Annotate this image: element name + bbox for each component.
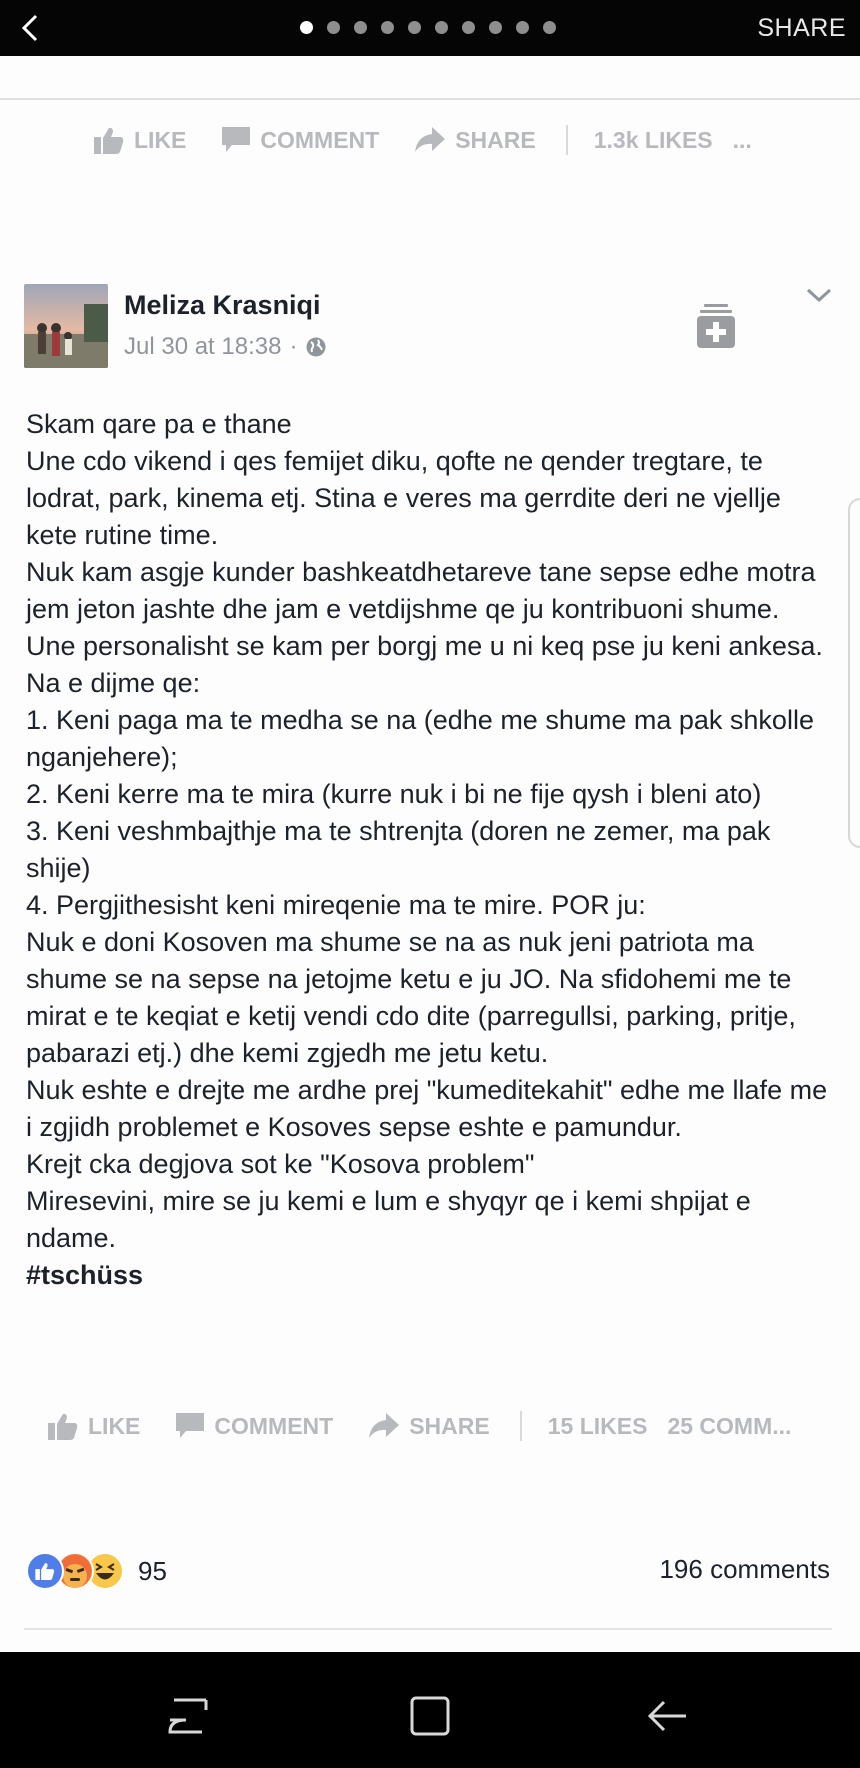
top-bar — [0, 0, 860, 56]
divider — [0, 98, 860, 100]
recent-apps-icon — [166, 1696, 210, 1736]
save-button[interactable] — [695, 302, 737, 350]
post-line: Krejt cka degjova sot ke "Kosova problem" — [26, 1149, 535, 1179]
previous-post-action-bar — [0, 120, 860, 160]
chevron-down-icon — [804, 284, 834, 308]
page-dot[interactable] — [381, 21, 394, 34]
home-icon — [408, 1694, 452, 1738]
share-label: SHARE — [455, 126, 536, 153]
post-action-bar — [0, 1406, 860, 1446]
post-line: Nuk eshte e drejte me ardhe prej "kumeditekahit" edhe me llafe me i zgjidh problemet e Kosoves sepse eshte e pamundur. — [26, 1075, 828, 1142]
comment-icon — [222, 127, 250, 153]
recent-apps-button[interactable] — [160, 1688, 216, 1744]
page-dot[interactable] — [435, 21, 448, 34]
avatar-photo — [24, 284, 108, 368]
post-line: Skam qare pa e thane — [26, 409, 292, 439]
nav-back-button[interactable] — [640, 1688, 696, 1744]
hashtag-link[interactable]: #tschüss — [26, 1260, 144, 1290]
like-button[interactable] — [48, 1412, 140, 1440]
comments-count[interactable]: 196 comments — [659, 1554, 830, 1584]
like-label: LIKE — [88, 1412, 141, 1439]
save-icon — [695, 302, 737, 350]
like-button[interactable] — [94, 126, 186, 154]
post-line: Une cdo vikend i qes femijet diku, qofte ne qender tregtare, te lodrat, park, kinema etj. Stina e veres ma gerrdite deri ne vjellje kete rutine time. — [26, 446, 781, 550]
page-dot[interactable] — [354, 21, 367, 34]
home-button[interactable] — [402, 1688, 458, 1744]
page-dot[interactable] — [300, 21, 313, 34]
edge-panel-handle[interactable] — [848, 498, 860, 848]
share-icon — [369, 1413, 399, 1439]
likes-count-label: 1.3k LIKES — [593, 126, 713, 153]
post-text — [26, 406, 836, 1294]
post-meta — [124, 333, 327, 361]
likes-count[interactable] — [548, 1413, 648, 1440]
page-dot[interactable] — [543, 21, 556, 34]
likes-count-label: 15 LIKES — [547, 1412, 648, 1439]
more-label: ... — [732, 126, 752, 153]
post-date[interactable]: Jul 30 at 18:38 — [124, 333, 282, 360]
post-line: Nuk kam asgje kunder bashkeatdhetareve tane sepse edhe motra jem jeton jashte dhe jam e vetdijshme qe ju kontribuoni shume. Une personalisht se kam per borgj me u ni keq pse ju keni ankesa. — [26, 557, 823, 661]
like-icon — [48, 1412, 78, 1440]
back-nav-icon — [646, 1696, 690, 1736]
reaction-count: 95 — [138, 1555, 167, 1586]
page-dot[interactable] — [489, 21, 502, 34]
author-name[interactable]: Meliza Krasniqi — [124, 290, 321, 320]
reactions-summary[interactable] — [26, 1552, 167, 1590]
back-button[interactable] — [8, 6, 52, 50]
share-button[interactable]: SHARE — [757, 14, 846, 42]
likes-count[interactable] — [594, 127, 713, 154]
share-action-button[interactable] — [415, 127, 536, 154]
comments-count-short[interactable] — [667, 1413, 791, 1440]
more-button[interactable] — [733, 127, 752, 154]
meta-dot: · — [289, 333, 298, 360]
avatar[interactable] — [24, 284, 108, 368]
separator — [520, 1411, 522, 1441]
like-reaction-icon — [26, 1552, 64, 1590]
post-line: 4. Pergjithesisht keni mireqenie ma te mire. POR ju: — [26, 890, 646, 920]
share-action-button[interactable] — [369, 1413, 490, 1440]
page-dot[interactable] — [516, 21, 529, 34]
post-line: Miresevini, mire se ju kemi e lum e shyqyr qe i kemi shpijat e ndame. — [26, 1186, 751, 1253]
comment-button[interactable] — [176, 1413, 333, 1440]
page-indicator — [300, 21, 556, 34]
comment-button[interactable] — [222, 127, 379, 154]
post-line: Na e dijme qe: — [26, 668, 201, 698]
share-icon — [415, 127, 445, 153]
divider — [24, 1628, 832, 1630]
page-dot[interactable] — [327, 21, 340, 34]
comment-label: COMMENT — [260, 126, 380, 153]
back-icon — [20, 13, 40, 43]
comment-label: COMMENT — [214, 1412, 334, 1439]
like-label: LIKE — [134, 126, 187, 153]
post-line: 2. Keni kerre ma te mira (kurre nuk i bi ne fije qysh i bleni ato) — [26, 779, 762, 809]
post-options-button[interactable] — [804, 284, 834, 308]
globe-icon — [305, 336, 327, 358]
comments-count-label: 25 COMM... — [667, 1412, 792, 1439]
post-line: Nuk e doni Kosoven ma shume se na as nuk jeni patriota ma shume se na sepse na jetojme ketu e ju JO. Na sfidohemi me te mirat e te keqiat e ketij vendi cdo dite (parregullsi, parking, pritje, pabarazi etj.) dhe kemi zgjedh me jetu ketu. — [26, 927, 796, 1068]
system-nav-bar — [0, 1652, 860, 1768]
post-line: 1. Keni paga ma te medha se na (edhe me shume ma pak shkolle nganjehere); — [26, 705, 814, 772]
page-dot[interactable] — [408, 21, 421, 34]
separator — [566, 125, 568, 155]
comment-icon — [176, 1413, 204, 1439]
page-dot[interactable] — [462, 21, 475, 34]
share-label: SHARE — [409, 1412, 490, 1439]
like-icon — [94, 126, 124, 154]
post-line: 3. Keni veshmbajthje ma te shtrenjta (doren ne zemer, ma pak shije) — [26, 816, 771, 883]
